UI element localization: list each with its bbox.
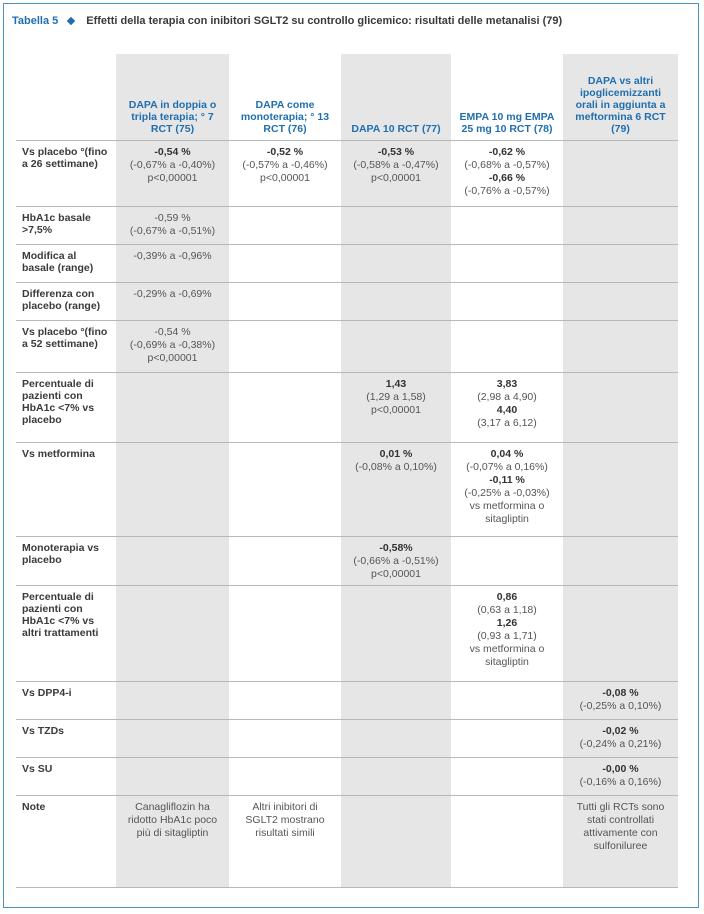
table-row [16, 140, 678, 206]
cell-p: -0,29% a -0,69% [133, 287, 212, 300]
table-cell [116, 719, 229, 757]
table-cell [229, 585, 341, 681]
cell-v2: -0,11 % [489, 473, 525, 486]
table-cell [563, 536, 678, 585]
table-cell [451, 244, 563, 282]
table-cell [229, 206, 341, 244]
table-cell [563, 681, 678, 719]
table-cell [229, 140, 341, 206]
table-cell [341, 244, 451, 282]
cell-s: p<0,00001 [371, 171, 421, 184]
table-cell [116, 372, 229, 442]
row-label: Differenza con placebo (range) [16, 282, 116, 320]
cell-ci: (0,63 a 1,18) [477, 603, 537, 616]
table-cell [341, 442, 451, 536]
table-cell [229, 244, 341, 282]
table-cell [563, 140, 678, 206]
table-cell [116, 140, 229, 206]
row-label: Vs placebo °(fino a 52 settimane) [16, 320, 116, 372]
table-cell [229, 442, 341, 536]
table-cell [451, 320, 563, 372]
table-caption [12, 10, 562, 32]
cell-v: -0,00 % [602, 762, 639, 775]
cell-s: vs metformina o sitagliptin [469, 642, 545, 668]
table-cell [116, 320, 229, 372]
cell-ci: (-0,68% a -0,57%) [464, 158, 550, 171]
table-cell [451, 681, 563, 719]
table-cell [451, 757, 563, 795]
table-cell [341, 585, 451, 681]
table-row [16, 372, 678, 442]
table-cell [563, 244, 678, 282]
table-row [16, 795, 678, 887]
table-cell [229, 757, 341, 795]
table-cell [451, 795, 563, 887]
table-cell [341, 536, 451, 585]
table-cell [451, 140, 563, 206]
table-cell [563, 372, 678, 442]
table-cell [341, 795, 451, 887]
table-cell [116, 282, 229, 320]
table-cell [116, 585, 229, 681]
row-label: Monoterapia vs placebo [16, 536, 116, 585]
table-cell [229, 681, 341, 719]
cell-s: p<0,00001 [147, 351, 198, 364]
header-cell-empty [16, 54, 116, 140]
cell-ci: (-0,67% a -0,51%) [129, 224, 216, 237]
table-title: Effetti della terapia con inibitori SGLT2 su controllo glicemico: risultati delle metanalisi (79) [86, 15, 563, 27]
cell-p: Canagliflozin ha ridotto HbA1c poco più di sitagliptin [127, 800, 218, 839]
cell-ci: (-0,58% a -0,47%) [353, 158, 439, 171]
row-label: Percentuale di pazienti con HbA1c <7% vs altri trattamenti [16, 585, 116, 681]
table-row [16, 585, 678, 681]
row-label: Vs DPP4-i [16, 681, 116, 719]
table-row [16, 719, 678, 757]
table-cell [116, 757, 229, 795]
row-label: Vs SU [16, 757, 116, 795]
table-cell [563, 442, 678, 536]
cell-p: Altri inibitori di SGLT2 mostrano risultati simili [245, 800, 325, 839]
cell-ci: (2,98 a 4,90) [477, 390, 537, 403]
row-label: Note [16, 795, 116, 887]
cell-ci: (-0,67% a -0,40%) [129, 158, 216, 171]
table-row [16, 206, 678, 244]
cell-p: -0,59 % [154, 211, 191, 224]
table-cell [116, 795, 229, 887]
cell-v: -0,54 % [154, 145, 191, 158]
cell-v: 0,86 [496, 590, 518, 603]
table-cell [116, 536, 229, 585]
cell-s: p<0,00001 [371, 567, 421, 580]
cell-v: 1,43 [385, 377, 407, 390]
cell-v: -0,53 % [377, 145, 415, 158]
row-label: Vs TZDs [16, 719, 116, 757]
cell-s: vs metformina o sitagliptin [469, 499, 545, 525]
table-cell [451, 372, 563, 442]
cell-ci: (-0,69% a -0,38%) [129, 338, 216, 351]
table-row [16, 244, 678, 282]
cell-v: -0,62 % [488, 145, 526, 158]
table-cell [341, 140, 451, 206]
cell-ci: (-0,57% a -0,46%) [242, 158, 328, 171]
table-cell [451, 206, 563, 244]
cell-v: -0,08 % [602, 686, 639, 699]
table-row [16, 681, 678, 719]
table-cell [116, 681, 229, 719]
cell-v2: 1,26 [496, 616, 518, 629]
table-cell [116, 244, 229, 282]
table-cell [451, 585, 563, 681]
cell-ci: (-0,25% a 0,10%) [579, 699, 662, 712]
table-cell [563, 795, 678, 887]
table-cell [116, 206, 229, 244]
header-empa: EMPA 10 mg EMPA 25 mg 10 RCT (78) [451, 54, 563, 140]
cell-ci2: (3,17 a 6,12) [477, 416, 537, 429]
cell-v: -0,52 % [266, 145, 304, 158]
table-cell [341, 320, 451, 372]
results-table [16, 54, 678, 888]
table-cell [451, 442, 563, 536]
table-cell [563, 206, 678, 244]
table-cell [229, 719, 341, 757]
table-cell [341, 681, 451, 719]
table-row [16, 320, 678, 372]
cell-p: Tutti gli RCTs sono stati controllati attivamente con sulfoniluree [576, 800, 665, 852]
table-frame [3, 3, 699, 908]
table-row [16, 442, 678, 536]
table-row [16, 536, 678, 585]
table-cell [563, 719, 678, 757]
diamond-icon [67, 17, 75, 25]
table-number: Tabella 5 [12, 15, 59, 27]
cell-s: p<0,00001 [147, 171, 198, 184]
table-cell [229, 536, 341, 585]
row-label: HbA1c basale >7,5% [16, 206, 116, 244]
cell-v2: 4,40 [496, 403, 518, 416]
table-cell [563, 282, 678, 320]
table-cell [451, 536, 563, 585]
table-cell [341, 719, 451, 757]
cell-ci: (-0,66% a -0,51%) [353, 554, 439, 567]
table-cell [451, 282, 563, 320]
header-dapa-monotherapy: DAPA come monoterapia; ° 13 RCT (76) [229, 54, 341, 140]
table-cell [116, 442, 229, 536]
cell-p: -0,54 % [154, 325, 191, 338]
table-cell [229, 372, 341, 442]
table-cell [229, 282, 341, 320]
header-dapa-vs-others: DAPA vs altri ipoglicemizzanti orali in aggiunta a meftormina 6 RCT (79) [563, 54, 678, 140]
cell-s: p<0,00001 [371, 403, 421, 416]
cell-s: p<0,00001 [260, 171, 310, 184]
cell-v: 0,01 % [379, 447, 413, 460]
table-body [16, 140, 678, 887]
table-cell [341, 372, 451, 442]
table-cell [229, 320, 341, 372]
cell-ci: (-0,24% a 0,21%) [579, 737, 662, 750]
table-cell [451, 719, 563, 757]
table-row [16, 282, 678, 320]
cell-v2: -0,66 % [488, 171, 526, 184]
cell-ci2: (-0,25% a -0,03%) [464, 486, 550, 499]
cell-ci: (-0,16% a 0,16%) [579, 775, 662, 788]
header-dapa-dual-triple: DAPA in doppia o tripla terapia; ° 7 RCT (75) [116, 54, 229, 140]
cell-ci2: (-0,76% a -0,57%) [464, 184, 550, 197]
row-label: Modifica al basale (range) [16, 244, 116, 282]
table-cell [341, 282, 451, 320]
cell-v: 0,04 % [490, 447, 524, 460]
cell-p: -0,39% a -0,96% [133, 249, 212, 262]
table-cell [229, 795, 341, 887]
cell-v: 3,83 [496, 377, 518, 390]
cell-ci2: (0,93 a 1,71) [477, 629, 537, 642]
table-cell [341, 206, 451, 244]
table-cell [341, 757, 451, 795]
cell-v: -0,58% [379, 541, 413, 554]
header-dapa-10rct: DAPA 10 RCT (77) [341, 54, 451, 140]
cell-ci: (-0,08% a 0,10%) [355, 460, 437, 473]
header-row [16, 54, 678, 140]
table-cell [563, 585, 678, 681]
cell-ci: (1,29 a 1,58) [366, 390, 426, 403]
cell-v: -0,02 % [602, 724, 639, 737]
row-label: Vs placebo °(fino a 26 settimane) [16, 140, 116, 206]
table-row [16, 757, 678, 795]
row-label: Vs metformina [16, 442, 116, 536]
table-cell [563, 320, 678, 372]
row-label: Percentuale di pazienti con HbA1c <7% vs placebo [16, 372, 116, 442]
cell-ci: (-0,07% a 0,16%) [466, 460, 548, 473]
table-cell [563, 757, 678, 795]
